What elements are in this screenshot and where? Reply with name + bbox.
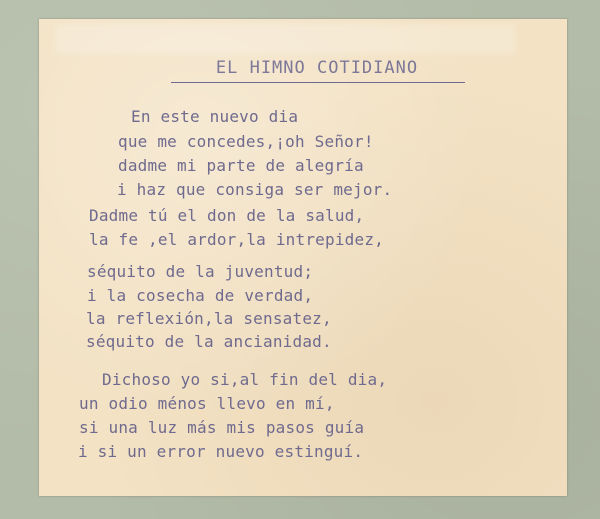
poem-line: dadme mi parte de alegría — [118, 156, 364, 175]
poem-line: En este nuevo dia — [131, 107, 299, 126]
poem-line: la reflexión,la sensatez, — [86, 309, 332, 328]
poem-line: un odio ménos llevo en mí, — [79, 394, 335, 413]
poem-line: la fe ,el ardor,la intrepidez, — [89, 230, 384, 249]
poem-line: séquito de la ancianidad. — [86, 332, 332, 351]
poem-line: si una luz más mis pasos guía — [79, 418, 365, 437]
poem-line: Dadme tú el don de la salud, — [89, 206, 365, 225]
poem-line: séquito de la juventud; — [87, 262, 314, 281]
poem-line: i la cosecha de verdad, — [87, 286, 314, 305]
title-underline — [171, 82, 465, 83]
poem-line: Dichoso yo si,al fin del dia, — [102, 370, 388, 389]
poem-line: i si un error nuevo estinguí. — [78, 442, 364, 461]
poem-line: i haz que consiga ser mejor. — [117, 180, 393, 199]
poem-line: que me concedes,¡oh Señor! — [118, 132, 374, 151]
glue-stain — [55, 24, 515, 54]
poem-title: EL HIMNO COTIDIANO — [215, 58, 419, 78]
